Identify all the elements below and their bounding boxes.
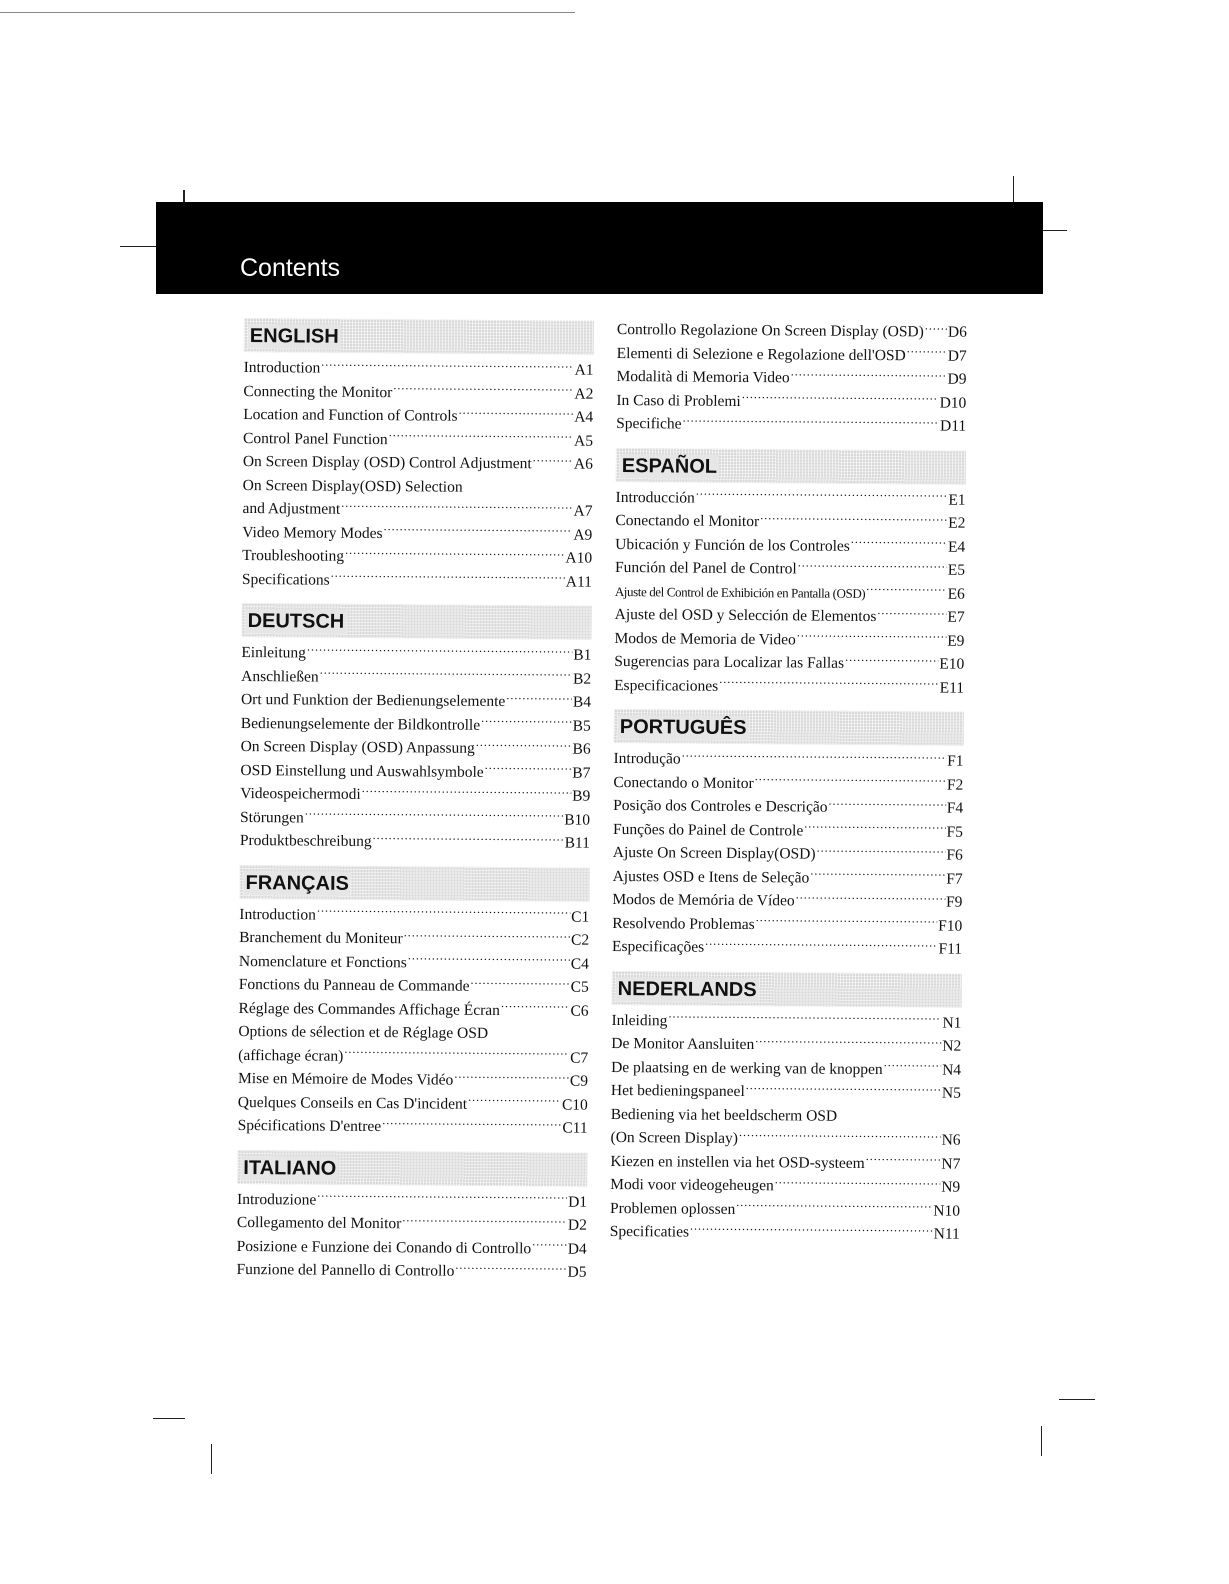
toc-entry-title: Specificaties	[609, 1222, 690, 1241]
toc-entry-page: D11	[939, 417, 967, 435]
toc-entry-title: Location and Function of Controls	[243, 405, 458, 425]
toc-entry-page: B4	[572, 693, 592, 711]
dot-leader	[682, 748, 947, 766]
crop-mark	[120, 246, 156, 247]
dot-leader	[810, 867, 945, 884]
toc-entry-title: Problemen oplossen	[609, 1199, 736, 1218]
toc-entry-title: OSD Einstellung und Auswahlsymbole	[240, 761, 484, 781]
toc-entry	[615, 579, 965, 605]
toc-entry-title: Introducción	[615, 488, 695, 507]
toc-entry-title: Elementi di Selezione e Regolazione dell'OSD	[616, 344, 906, 364]
dot-leader	[755, 1034, 941, 1051]
toc-entry-page: D1	[568, 1193, 588, 1211]
toc-entry	[240, 805, 590, 831]
dot-leader	[455, 1260, 566, 1276]
toc-entry-title: Störungen	[240, 808, 304, 826]
crop-mark	[1041, 1426, 1042, 1456]
toc-entry-page: E4	[947, 538, 966, 556]
toc-entry-page: N5	[941, 1084, 961, 1102]
toc-entry-title: Ort und Funktion der Bedienungselemente	[240, 690, 506, 711]
dot-leader	[320, 666, 573, 683]
dot-leader	[804, 819, 945, 836]
toc-entry-title: Resolvendo Problemas	[612, 914, 755, 933]
toc-entry-page: A7	[573, 502, 593, 520]
dot-leader	[755, 772, 946, 789]
toc-entry-page: B7	[572, 764, 591, 782]
toc-entry	[610, 1220, 960, 1246]
dot-leader	[838, 1105, 960, 1121]
toc-entry	[616, 412, 966, 438]
page-title: Contents	[240, 254, 341, 282]
toc-entry	[616, 365, 966, 391]
toc-entry-page: E2	[948, 514, 966, 532]
toc-entry	[243, 426, 593, 452]
toc-entry	[238, 1043, 588, 1069]
toc-entry	[613, 747, 963, 773]
toc-entry-title: Specifiche	[616, 414, 682, 433]
contents-header-band	[156, 202, 1043, 294]
language-section	[612, 697, 964, 961]
toc-entry-title: In Caso di Problemi	[616, 391, 741, 410]
crop-mark	[153, 1418, 185, 1419]
toc-entry-title: Modos de Memoria de Video	[614, 629, 796, 648]
dot-leader	[775, 1175, 941, 1192]
toc-entry	[612, 911, 962, 937]
dot-leader	[393, 381, 573, 398]
toc-entry	[613, 864, 963, 890]
toc-entry-page: D7	[947, 347, 967, 365]
dot-leader	[307, 642, 572, 660]
toc-entry	[237, 1211, 587, 1237]
toc-entry	[243, 473, 593, 499]
toc-entry	[613, 794, 963, 820]
toc-entry-title: Réglage des Commandes Affichage Écran	[238, 999, 501, 1019]
toc-entry-title: Bediening via het beeldscherm OSD	[610, 1105, 838, 1125]
dot-leader	[317, 1189, 567, 1206]
toc-entry-page: N9	[941, 1178, 961, 1196]
toc-entry	[239, 949, 589, 975]
toc-entry-page: A5	[574, 432, 594, 450]
section-heading-bar	[239, 864, 589, 901]
toc-entry-page: C10	[561, 1096, 588, 1114]
toc-entry	[611, 1079, 961, 1105]
toc-entry-page: N7	[941, 1155, 961, 1173]
toc-entry-title: Introduzione	[237, 1190, 317, 1209]
dot-leader	[817, 843, 946, 860]
toc-entry-title: On Screen Display (OSD) Anpassung	[240, 737, 475, 757]
dot-leader	[533, 453, 573, 469]
section-heading-bar	[244, 318, 594, 355]
section-heading: FRANÇAIS	[243, 871, 351, 896]
toc-entry-page: D6	[947, 323, 967, 341]
dot-leader	[736, 1198, 932, 1215]
toc-entry-page: E1	[948, 491, 966, 509]
toc-entry-title: On Screen Display (OSD) Control Adjustment	[242, 452, 532, 473]
toc-entry-title: Posição dos Controles e Descrição	[613, 796, 828, 816]
language-section	[236, 1137, 587, 1284]
toc-entry	[242, 544, 592, 570]
toc-entry	[614, 650, 964, 676]
toc-entry	[238, 996, 588, 1022]
toc-entry-title: (On Screen Display)	[610, 1128, 739, 1147]
toc-entry-page: B11	[564, 834, 590, 852]
dot-leader	[683, 413, 940, 431]
dot-leader	[384, 522, 573, 539]
toc-entry-page: N10	[933, 1202, 961, 1220]
toc-entry	[236, 1258, 586, 1284]
toc-entry-page: N4	[942, 1061, 962, 1079]
toc-entry-title: Videospeichermodi	[240, 784, 361, 803]
toc-entry	[610, 1173, 960, 1199]
dot-leader	[485, 761, 572, 777]
toc-entry	[243, 379, 593, 405]
dot-leader	[481, 714, 572, 730]
dot-leader	[796, 890, 945, 907]
toc-entry-page: A4	[574, 408, 594, 426]
toc-entry-page: F6	[946, 846, 963, 864]
toc-entry	[610, 1149, 960, 1175]
toc-entry	[243, 403, 593, 429]
toc-entry-title: Modos de Memória de Vídeo	[612, 890, 795, 910]
toc-entry-page: B2	[573, 670, 592, 688]
scan-top-rule	[0, 12, 575, 13]
section-heading-bar	[614, 709, 964, 746]
dot-leader	[454, 1069, 569, 1085]
toc-entry	[614, 626, 964, 652]
toc-entry-page: N6	[941, 1131, 961, 1149]
toc-entry-title: Especificaciones	[614, 676, 719, 695]
toc-entry-page: D10	[939, 394, 967, 412]
toc-entry-page: F9	[945, 893, 963, 911]
toc-entry-title: Función del Panel de Control	[614, 558, 797, 578]
toc-entry-page: N11	[933, 1225, 960, 1243]
toc-entry	[243, 450, 593, 476]
toc-entry-title: Bedienungselemente der Bildkontrolle	[240, 714, 481, 734]
section-heading: DEUTSCH	[246, 609, 347, 634]
dot-leader	[760, 511, 947, 528]
dot-leader	[321, 357, 574, 374]
crop-mark	[1043, 230, 1067, 231]
toc-entry	[614, 673, 964, 699]
toc-entry-title: Video Memory Modes	[242, 523, 383, 542]
toc-entry-page: B10	[564, 811, 591, 829]
dot-leader	[845, 652, 938, 668]
dot-leader	[877, 606, 946, 622]
dot-leader	[668, 1009, 941, 1027]
dot-leader	[331, 569, 565, 586]
dot-leader	[797, 628, 947, 645]
dot-leader	[851, 535, 947, 551]
dot-leader	[705, 936, 937, 953]
toc-entry	[242, 520, 592, 546]
dot-leader	[305, 806, 564, 824]
toc-entry-page: B1	[573, 646, 592, 664]
dot-leader	[464, 476, 592, 493]
toc-entry	[242, 497, 592, 523]
dot-leader	[798, 558, 947, 575]
language-section	[238, 852, 590, 1140]
dot-leader	[532, 1237, 567, 1253]
section-heading: NEDERLANDS	[616, 977, 759, 1002]
toc-entry-page: D9	[947, 370, 967, 388]
dot-leader	[506, 691, 572, 707]
dot-leader	[373, 831, 564, 848]
language-section	[614, 435, 966, 699]
dot-leader	[907, 344, 947, 360]
toc-entry-page: F11	[938, 940, 963, 958]
dot-leader	[719, 675, 939, 692]
toc-entry-title: Quelques Conseils en Cas D'incident	[237, 1093, 468, 1113]
dot-leader	[742, 390, 939, 407]
toc-entry-title: Inleiding	[611, 1011, 668, 1029]
toc-entry	[239, 902, 589, 928]
toc-entry-title: Nomenclature et Fonctions	[238, 952, 407, 971]
toc-entry-page: C7	[570, 1049, 589, 1067]
toc-entry	[611, 1055, 961, 1081]
toc-entry-page: E5	[947, 561, 966, 579]
toc-entry	[613, 841, 963, 867]
toc-entry-page: B5	[572, 717, 591, 735]
dot-leader	[382, 1116, 561, 1133]
toc-entry-title: Posizione e Funzione dei Conando di Controllo	[236, 1237, 532, 1257]
language-section	[240, 591, 592, 855]
toc-entry-page: C4	[570, 955, 590, 973]
toc-entry-page: B6	[572, 740, 591, 758]
toc-entry-title: Sugerencias para Localizar las Fallas	[614, 652, 845, 672]
language-section	[610, 958, 962, 1246]
toc-entry-page: B9	[572, 787, 591, 805]
toc-entry-title: Conectando o Monitor	[613, 773, 754, 792]
toc-entry-page: C6	[570, 1002, 589, 1020]
toc-entry-page: A6	[573, 455, 593, 473]
toc-entry	[240, 782, 590, 808]
toc-entry-page: D5	[567, 1263, 587, 1281]
crop-mark	[1059, 1399, 1095, 1400]
toc-entry-title: Einleitung	[241, 643, 307, 662]
toc-entry-title: Modalità di Memoria Video	[616, 367, 790, 387]
dot-leader	[389, 428, 573, 445]
toc-entry	[611, 1008, 961, 1034]
toc-entry-page: N1	[942, 1014, 962, 1032]
toc-entry	[617, 341, 967, 367]
toc-entry-title: Controllo Regolazione On Screen Display (OSD)	[616, 320, 924, 341]
toc-entry-page: F2	[946, 776, 964, 794]
toc-entry	[239, 973, 589, 999]
toc-entry-title: Troubleshooting	[242, 546, 345, 565]
toc-entry-title: Produktbeschreibung	[239, 831, 372, 851]
toc-entry-page: N2	[942, 1037, 962, 1055]
dot-leader	[791, 367, 947, 384]
toc-entry-page: F4	[946, 799, 964, 817]
language-section	[242, 318, 594, 594]
toc-entry-page: C5	[570, 978, 589, 996]
toc-entry	[238, 1114, 588, 1140]
dot-leader	[317, 904, 570, 921]
toc-entry-page: C2	[570, 931, 590, 949]
section-heading-bar	[616, 447, 966, 484]
toc-entry	[241, 688, 591, 714]
toc-entry	[610, 1126, 960, 1152]
toc-entry-page: E9	[947, 632, 965, 650]
toc-entry-page: C9	[569, 1072, 589, 1090]
toc-entry	[241, 735, 591, 761]
dot-leader	[866, 1152, 941, 1168]
toc-entry-page: C11	[562, 1119, 588, 1137]
section-heading-bar	[612, 970, 962, 1007]
dot-leader	[696, 487, 948, 504]
toc-entry	[611, 1032, 961, 1058]
toc-entry	[612, 935, 962, 961]
toc-entry-title: Options de sélection et de Réglage OSD	[238, 1022, 489, 1042]
dot-leader	[489, 1022, 587, 1038]
toc-entry-title: Ajustes OSD e Itens de Seleção	[612, 867, 810, 887]
toc-entry-title: Spécifications D'entree	[237, 1116, 382, 1136]
toc-entry	[617, 318, 967, 344]
toc-entry-title: Anschließen	[241, 667, 319, 686]
toc-entry-title: Funções do Painel de Controle	[612, 820, 804, 839]
toc-entry-title: Ubicación y Función de los Controles	[615, 535, 850, 555]
dot-leader	[345, 545, 564, 562]
dot-leader	[459, 405, 574, 421]
dot-leader	[746, 1081, 941, 1098]
toc-entry	[615, 509, 965, 535]
dot-leader	[402, 1213, 567, 1230]
toc-entry	[238, 1020, 588, 1046]
toc-entry-title: Introduction	[243, 358, 321, 377]
section-heading-bar	[241, 603, 591, 640]
crop-mark	[211, 1444, 212, 1474]
toc-entry-title: Modi voor videogeheugen	[610, 1175, 774, 1195]
toc-entry	[611, 1102, 961, 1128]
toc-entry	[615, 532, 965, 558]
dot-leader	[925, 321, 947, 337]
toc-entry-title: Funzione del Pannello di Controllo	[236, 1260, 455, 1280]
toc-entry-title: Control Panel Function	[242, 429, 388, 448]
left-column	[236, 318, 594, 1284]
toc-entry-page: E11	[939, 679, 965, 697]
toc-entry-title: Kiezen en instellen via het OSD-systeem	[610, 1152, 865, 1172]
toc-entry-page: F10	[938, 917, 963, 935]
toc-entry-title: (affichage écran)	[238, 1046, 344, 1065]
toc-entry	[610, 1196, 960, 1222]
toc-entry-title: and Adjustment	[242, 499, 341, 518]
toc-entry-title: Het bedieningspaneel	[610, 1081, 745, 1101]
toc-entry	[615, 603, 965, 629]
dot-leader	[739, 1127, 941, 1144]
toc-entry	[238, 1090, 588, 1116]
toc-entry-page: E6	[947, 585, 965, 603]
toc-entry-page: D4	[567, 1240, 587, 1258]
toc-entry-title: Fonctions du Panneau de Commande	[238, 975, 470, 995]
toc-entry-title: Ajuste del OSD y Selección de Elementos	[614, 605, 877, 626]
toc-entry	[244, 356, 594, 382]
toc-entry-title: Introduction	[239, 905, 317, 924]
toc-entry	[238, 1067, 588, 1093]
dot-leader	[404, 928, 570, 945]
toc-entry-title: Introdução	[613, 749, 681, 768]
toc-entry-title: De Monitor Aansluiten	[611, 1034, 755, 1054]
toc-entry	[237, 1187, 587, 1213]
toc-entry-page: F7	[946, 870, 963, 888]
toc-entry-title: On Screen Display(OSD) Selection	[242, 476, 463, 496]
right-column	[610, 318, 967, 1246]
dot-leader	[829, 796, 946, 812]
toc-entry	[241, 641, 591, 667]
toc-entry	[239, 926, 589, 952]
toc-entry-page: C1	[571, 908, 590, 926]
toc-entry	[615, 485, 965, 511]
toc-entry	[240, 829, 590, 855]
section-heading: ESPAÑOL	[620, 454, 719, 479]
toc-entry	[613, 817, 963, 843]
section-heading-bar	[237, 1149, 587, 1186]
toc-entry-page: A10	[565, 549, 593, 567]
toc-entry-page: F1	[947, 752, 964, 770]
toc-entry	[240, 758, 590, 784]
section-heading: ENGLISH	[248, 324, 341, 349]
toc-entry	[612, 888, 962, 914]
toc-entry-page: F5	[946, 823, 964, 841]
dot-leader	[501, 999, 570, 1015]
toc-entry-page: A9	[573, 526, 593, 544]
toc-entry-title: Ajuste On Screen Display(OSD)	[612, 843, 816, 863]
toc-entry-page: E10	[939, 655, 965, 673]
toc-entry-page: D2	[567, 1216, 587, 1234]
toc-entry	[241, 711, 591, 737]
dot-leader	[866, 582, 946, 598]
toc-entry-title: Mise en Mémoire de Modes Vidéo	[237, 1069, 454, 1089]
dot-leader	[341, 498, 572, 515]
toc-entry-title: Specifications	[241, 570, 330, 589]
toc-entry-page: E7	[947, 608, 965, 626]
toc-entry-page: A2	[574, 385, 594, 403]
toc-entry	[613, 770, 963, 796]
dot-leader	[476, 737, 572, 753]
dot-leader	[408, 951, 570, 968]
dot-leader	[468, 1093, 561, 1109]
toc-entry-page: A11	[565, 573, 593, 591]
toc-entry-title: Collegamento del Monitor	[236, 1213, 402, 1233]
dot-leader	[756, 913, 937, 930]
section-heading: PORTUGUÊS	[618, 715, 749, 740]
toc-entry	[237, 1234, 587, 1260]
section-heading: ITALIANO	[241, 1156, 338, 1181]
toc-entry-title: Especificações	[611, 937, 705, 956]
dot-leader	[344, 1045, 569, 1062]
toc-entry	[242, 567, 592, 593]
toc-entry-title: De plaatsing en de werking van de knoppen	[611, 1058, 883, 1078]
dot-leader	[884, 1058, 942, 1074]
toc-entry-title: Branchement du Moniteur	[239, 928, 403, 948]
crop-mark	[1013, 176, 1014, 204]
toc-entry	[616, 388, 966, 414]
toc-entry-title: Ajuste del Control de Exhibición en Pantalla (OSD)	[614, 583, 866, 601]
toc-entry-title: Connecting the Monitor	[243, 382, 393, 401]
toc-entry-page: A1	[574, 361, 594, 379]
dot-leader	[362, 783, 572, 800]
toc-entry-title: Conectando el Monitor	[615, 511, 760, 531]
dot-leader	[470, 975, 569, 991]
toc-entry	[615, 556, 965, 582]
dot-leader	[690, 1221, 933, 1238]
toc-entry	[241, 664, 591, 690]
